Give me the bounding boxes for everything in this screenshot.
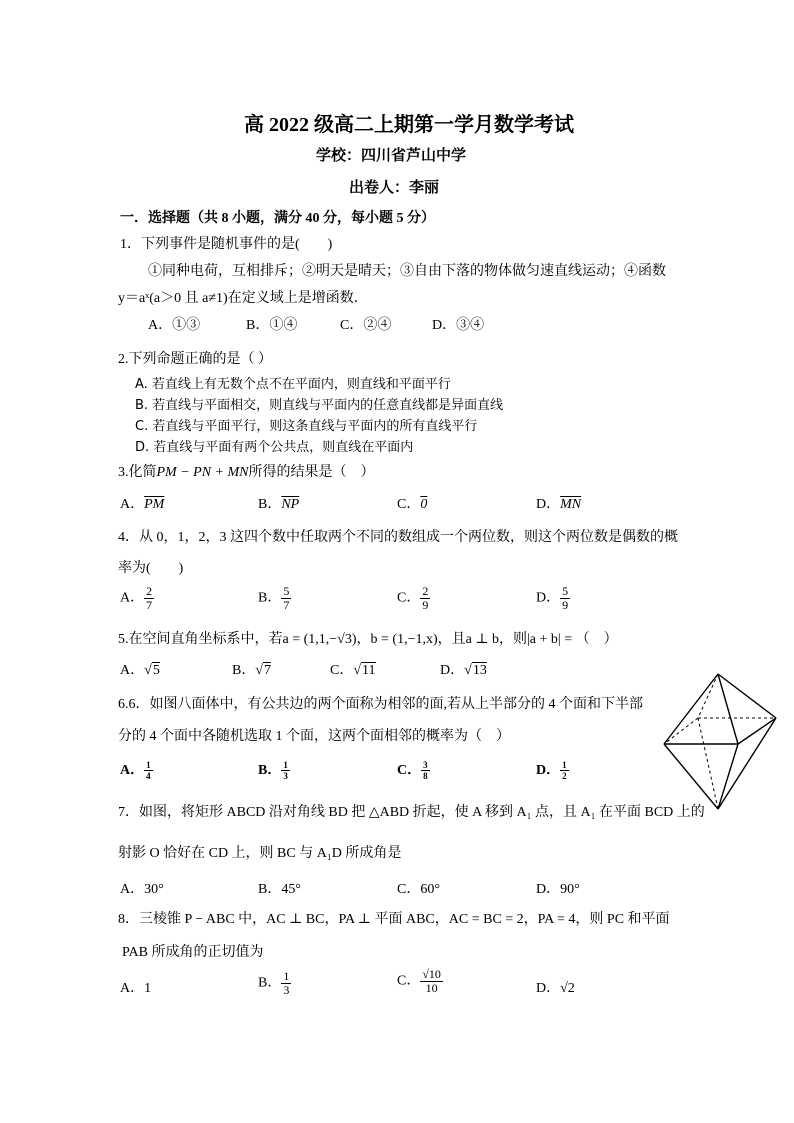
q7-option-d: D．90° [536, 882, 580, 897]
q1-line1: ①同种电荷，互相排斥；②明天是晴天；③自由下落的物体做匀速直线运动；④函数 [148, 264, 666, 279]
q2-option-c: C. 若直线与平面平行，则这条直线与平面内的所有直线平行 [135, 419, 478, 434]
option-letter: C． [330, 663, 354, 678]
denominator: 9 [562, 598, 569, 612]
q5-option-a: A．√5 [120, 663, 160, 678]
q5-stem: 5.在空间直角坐标系中，若a = (1,1,−√3)，b = (1,−1,x)，且a ⊥ b，则|a + b| = （ ） [118, 632, 618, 647]
denominator: 4 [146, 771, 151, 782]
numerator: 5 [283, 584, 290, 598]
q2-option-d: D. 若直线与平面有两个公共点，则直线在平面内 [135, 440, 414, 455]
q3-suffix: 所得的结果是（ ） [248, 465, 375, 480]
option-fraction [281, 970, 291, 997]
option-vector: $\overline{NP}$ [281, 497, 300, 512]
denominator: 9 [422, 598, 429, 612]
q2-option-a: A. 若直线上有无数个点不在平面内，则直线和平面平行 [135, 377, 451, 392]
option-fraction [281, 760, 290, 781]
option-letter: B． [258, 975, 282, 991]
option-vector: 0 [420, 497, 428, 512]
radicand: 7 [264, 663, 272, 678]
q4-option-c [397, 585, 430, 612]
option-fraction [420, 585, 430, 612]
octahedron-figure [660, 672, 780, 812]
author-line: 出卷人：李丽 [349, 180, 440, 196]
q7-line2: 射影 O 恰好在 CD 上，则 BC 与 A₁D 所成角是 [118, 846, 402, 861]
denominator: 3 [283, 771, 288, 782]
q1-option-d: D．③④ [432, 318, 485, 333]
q3-option-b [258, 493, 299, 513]
q1-option-b: B．①④ [246, 318, 298, 333]
q7-line1: 7．如图，将矩形 ABCD 沿对角线 BD 把 △ABD 折起，使 A 移到 A₁ 点，且 A₁ 在平面 BCD 上的 [118, 805, 705, 820]
option-fraction [281, 585, 291, 612]
q7-option-c: C．60° [397, 882, 440, 897]
option-letter: D． [536, 590, 561, 606]
numerator: 1 [283, 969, 290, 983]
option-fraction [420, 968, 443, 995]
option-value: 1 [144, 981, 152, 996]
option-letter: D． [536, 763, 561, 778]
denominator: 8 [423, 771, 428, 782]
q6-line1: 6.6．如图八面体中，有公共边的两个面称为相邻的面,若从上半部分的 4 个面和下半部 [118, 697, 643, 712]
denominator: 7 [283, 598, 290, 612]
q4-line1: 4．从 0，1，2，3 这四个数中任取两个不同的数组成一个两位数，则这个两位数是偶数的概 [118, 530, 678, 545]
numerator: 1 [283, 760, 288, 771]
q1-stem: 1．下列事件是随机事件的是( ) [120, 237, 333, 252]
q3-prefix: 3.化简 [118, 465, 157, 480]
option-letter: A． [120, 590, 145, 606]
school-line: 学校：四川省芦山中学 [316, 148, 467, 164]
option-letter: D． [440, 663, 465, 678]
q8-option-b [258, 970, 291, 997]
q8-option-a [120, 977, 151, 997]
option-vector: $\overline{MN}$ [560, 497, 582, 512]
denominator: 3 [283, 983, 290, 997]
q4-option-a [120, 585, 154, 612]
option-letter: A． [120, 497, 145, 512]
option-fraction [144, 585, 154, 612]
q3-option-d [536, 493, 581, 513]
option-letter: A． [120, 763, 145, 778]
option-letter: B． [258, 763, 282, 778]
option-letter: B． [258, 590, 282, 606]
q8-option-c [397, 968, 443, 995]
q7-option-a: A．30° [120, 882, 164, 897]
option-letter: A． [120, 981, 145, 996]
q3-stem [118, 461, 375, 481]
q1-option-a: A．①③ [148, 318, 201, 333]
option-letter: A． [120, 663, 145, 678]
numerator: 1 [146, 760, 151, 771]
q6-option-a [120, 759, 153, 781]
numerator: 5 [562, 584, 569, 598]
q6-option-d [536, 759, 569, 781]
option-letter: C． [397, 973, 421, 989]
option-vector: $\overline{PM}$ [144, 497, 165, 512]
numerator: 1 [562, 760, 567, 771]
q8-line1: 8．三棱锥 P − ABC 中，AC ⊥ BC，PA ⊥ 平面 ABC，AC = BC = 2，PA = 4，则 PC 和平面 [118, 912, 670, 927]
q1-option-c: C．②④ [340, 318, 392, 333]
numerator: √10 [422, 967, 441, 981]
q8-option-d [536, 977, 575, 997]
q3-option-a [120, 493, 164, 513]
q7-option-b: B．45° [258, 882, 301, 897]
option-fraction [560, 585, 570, 612]
option-fraction [421, 760, 430, 781]
numerator: 2 [422, 584, 429, 598]
radicand: 11 [362, 663, 376, 678]
q3-expression: PM − PN + MN [156, 465, 249, 480]
radicand: 5 [152, 663, 160, 678]
q2-stem: 2.下列命题正确的是（ ） [118, 352, 272, 367]
denominator: 7 [146, 598, 153, 612]
denominator: 2 [562, 771, 567, 782]
option-fraction [560, 760, 569, 781]
option-letter: D． [536, 981, 561, 996]
option-value: √2 [560, 981, 575, 996]
option-letter: B． [232, 663, 256, 678]
numerator: 2 [146, 584, 153, 598]
denominator: 10 [425, 981, 438, 995]
q5-option-b: B．√7 [232, 663, 272, 678]
q6-line2: 分的 4 个面中各随机选取 1 个面，这两个面相邻的概率为（ ） [118, 729, 510, 744]
numerator: 3 [423, 760, 428, 771]
q5-option-c: C．√11 [330, 663, 376, 678]
q1-line2: y＝aˣ(a＞0 且 a≠1)在定义域上是增函数． [118, 291, 368, 306]
option-letter: C． [397, 590, 421, 606]
q4-option-b [258, 585, 291, 612]
q6-option-b [258, 759, 290, 781]
option-letter: C． [397, 763, 422, 778]
option-letter: D． [536, 497, 561, 512]
q4-line2: 率为( ) [118, 561, 184, 576]
option-fraction [144, 760, 153, 781]
q5-option-d: D．√13 [440, 663, 487, 678]
radicand: 13 [472, 663, 487, 678]
q6-option-c [397, 759, 430, 781]
q4-option-d [536, 585, 570, 612]
exam-title: 高 2022 级高二上期第一学月数学考试 [244, 114, 574, 136]
section-heading: 一．选择题（共 8 小题，满分 40 分，每小题 5 分） [120, 211, 435, 226]
q2-option-b: B. 若直线与平面相交，则直线与平面内的任意直线都是异面直线 [135, 398, 504, 413]
option-letter: B． [258, 497, 282, 512]
q8-line2: PAB 所成角的正切值为 [122, 945, 264, 960]
q3-option-c [397, 493, 427, 513]
option-letter: C． [397, 497, 421, 512]
